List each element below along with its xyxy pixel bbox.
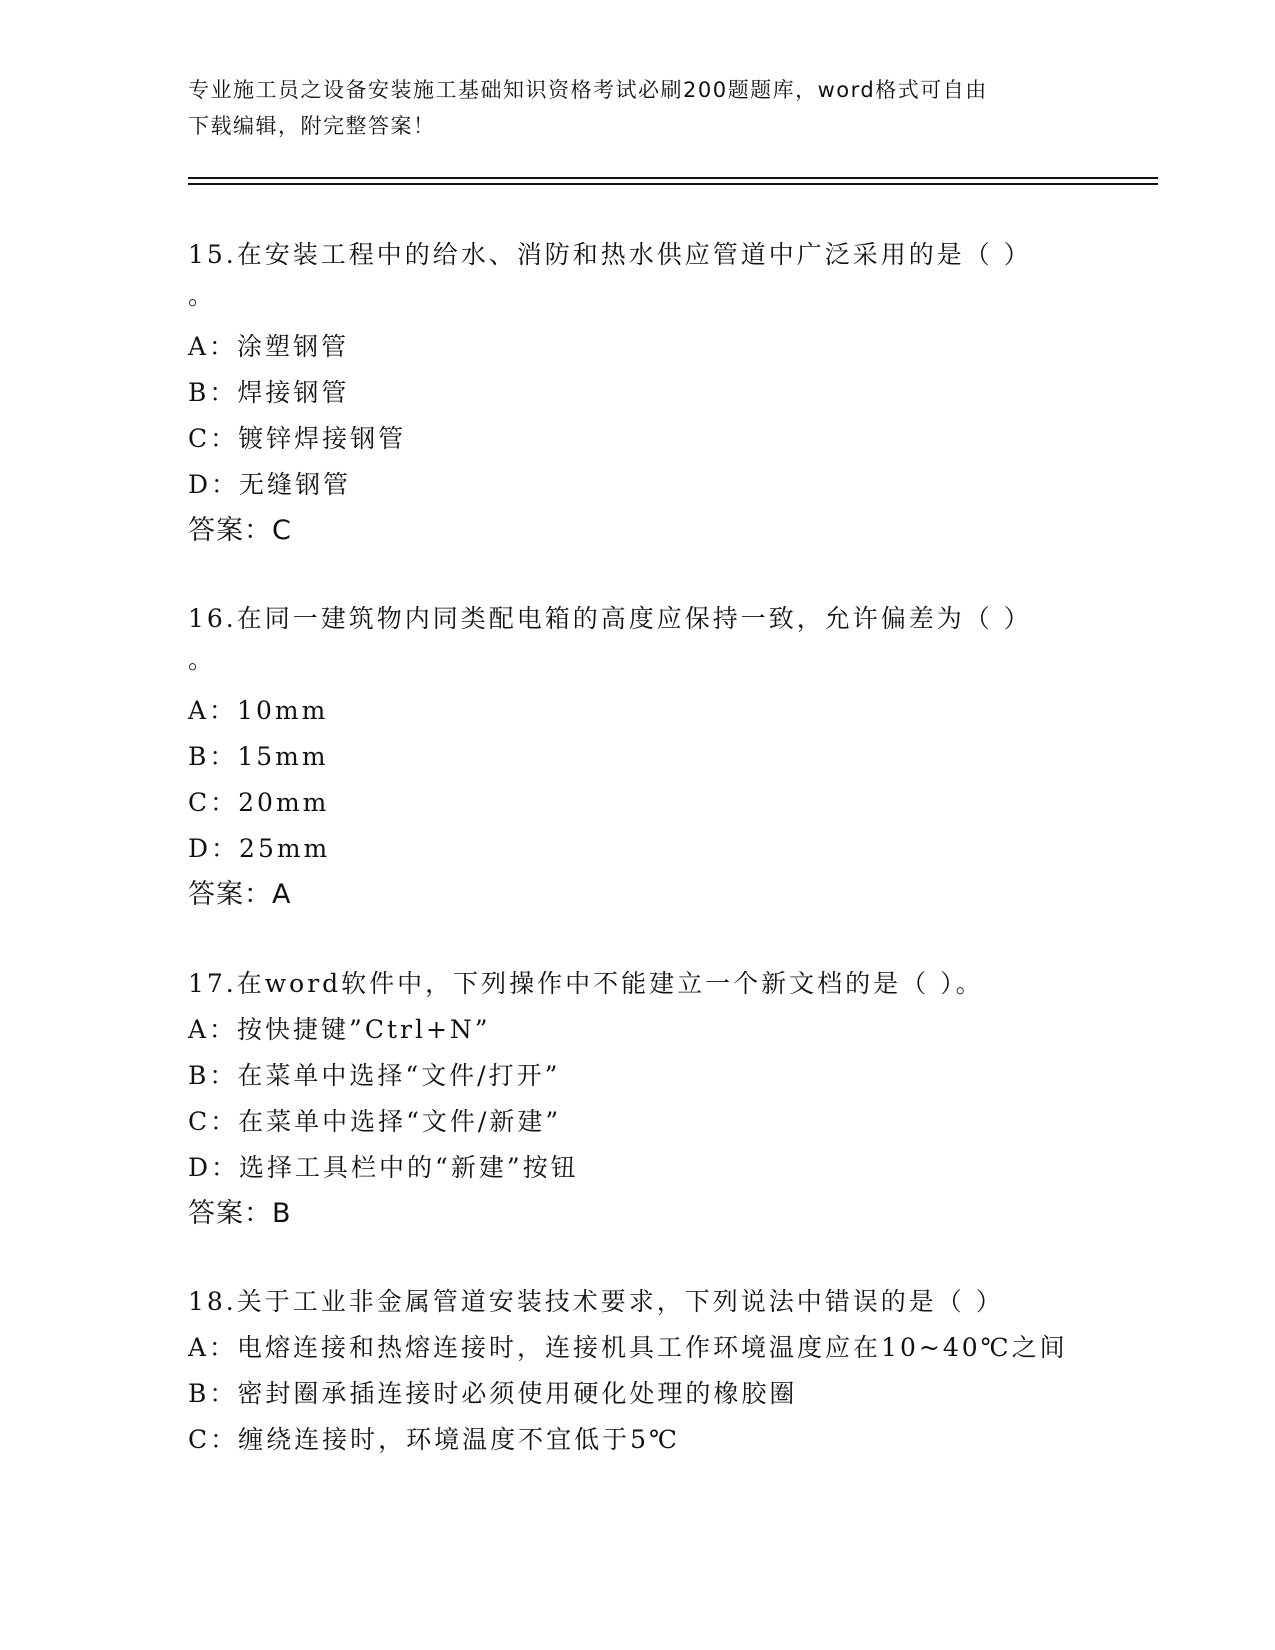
question-stem: 16.在同一建筑物内同类配电箱的高度应保持一致，允许偏差为（ ） <box>188 604 1032 633</box>
option-c: C：20mm <box>188 788 330 817</box>
option-d: D：选择工具栏中的“新建”按钮 <box>188 1153 579 1182</box>
option-b: B：在菜单中选择“文件/打开” <box>188 1061 561 1090</box>
question-stem-continuation: 。 <box>188 281 214 310</box>
option-d: D：25mm <box>188 834 331 863</box>
answer-label: 答案：C <box>188 515 292 546</box>
header-line-1: 专业施工员之设备安装施工基础知识资格考试必刷200题题库，word格式可自由 <box>188 78 988 102</box>
option-b: B：密封圈承插连接时必须使用硬化处理的橡胶圈 <box>188 1379 798 1408</box>
answer-label: 答案：A <box>188 879 292 910</box>
answer-label: 答案：B <box>188 1198 292 1229</box>
document-header <box>188 72 1068 144</box>
question-stem: 18.关于工业非金属管道安装技术要求，下列说法中错误的是（ ） <box>188 1287 1004 1316</box>
option-d: D：无缝钢管 <box>188 470 352 499</box>
option-c: C：镀锌焊接钢管 <box>188 424 407 453</box>
question-15 <box>188 232 1088 554</box>
header-divider-top <box>188 177 1158 179</box>
option-a: A：10mm <box>188 696 329 725</box>
question-17 <box>188 961 1088 1237</box>
option-c: C：缠绕连接时，环境温度不宜低于5℃ <box>188 1425 681 1454</box>
option-b: B：15mm <box>188 742 329 771</box>
question-16 <box>188 596 1088 918</box>
question-18 <box>188 1279 1088 1463</box>
option-a: A：电熔连接和热熔连接时，连接机具工作环境温度应在10~40℃之间 <box>188 1333 1068 1362</box>
header-divider-bottom <box>188 183 1158 185</box>
option-a: A：涂塑钢管 <box>188 332 350 361</box>
option-c: C：在菜单中选择“文件/新建” <box>188 1107 562 1136</box>
question-stem: 17.在word软件中，下列操作中不能建立一个新文档的是（ ）。 <box>188 969 984 998</box>
question-stem-continuation: 。 <box>188 645 214 674</box>
option-b: B：焊接钢管 <box>188 378 350 407</box>
option-a: A：按快捷键”Ctrl+N” <box>188 1015 491 1044</box>
question-stem: 15.在安装工程中的给水、消防和热水供应管道中广泛采用的是（ ） <box>188 240 1032 269</box>
header-line-2: 下载编辑，附完整答案！ <box>188 114 436 138</box>
